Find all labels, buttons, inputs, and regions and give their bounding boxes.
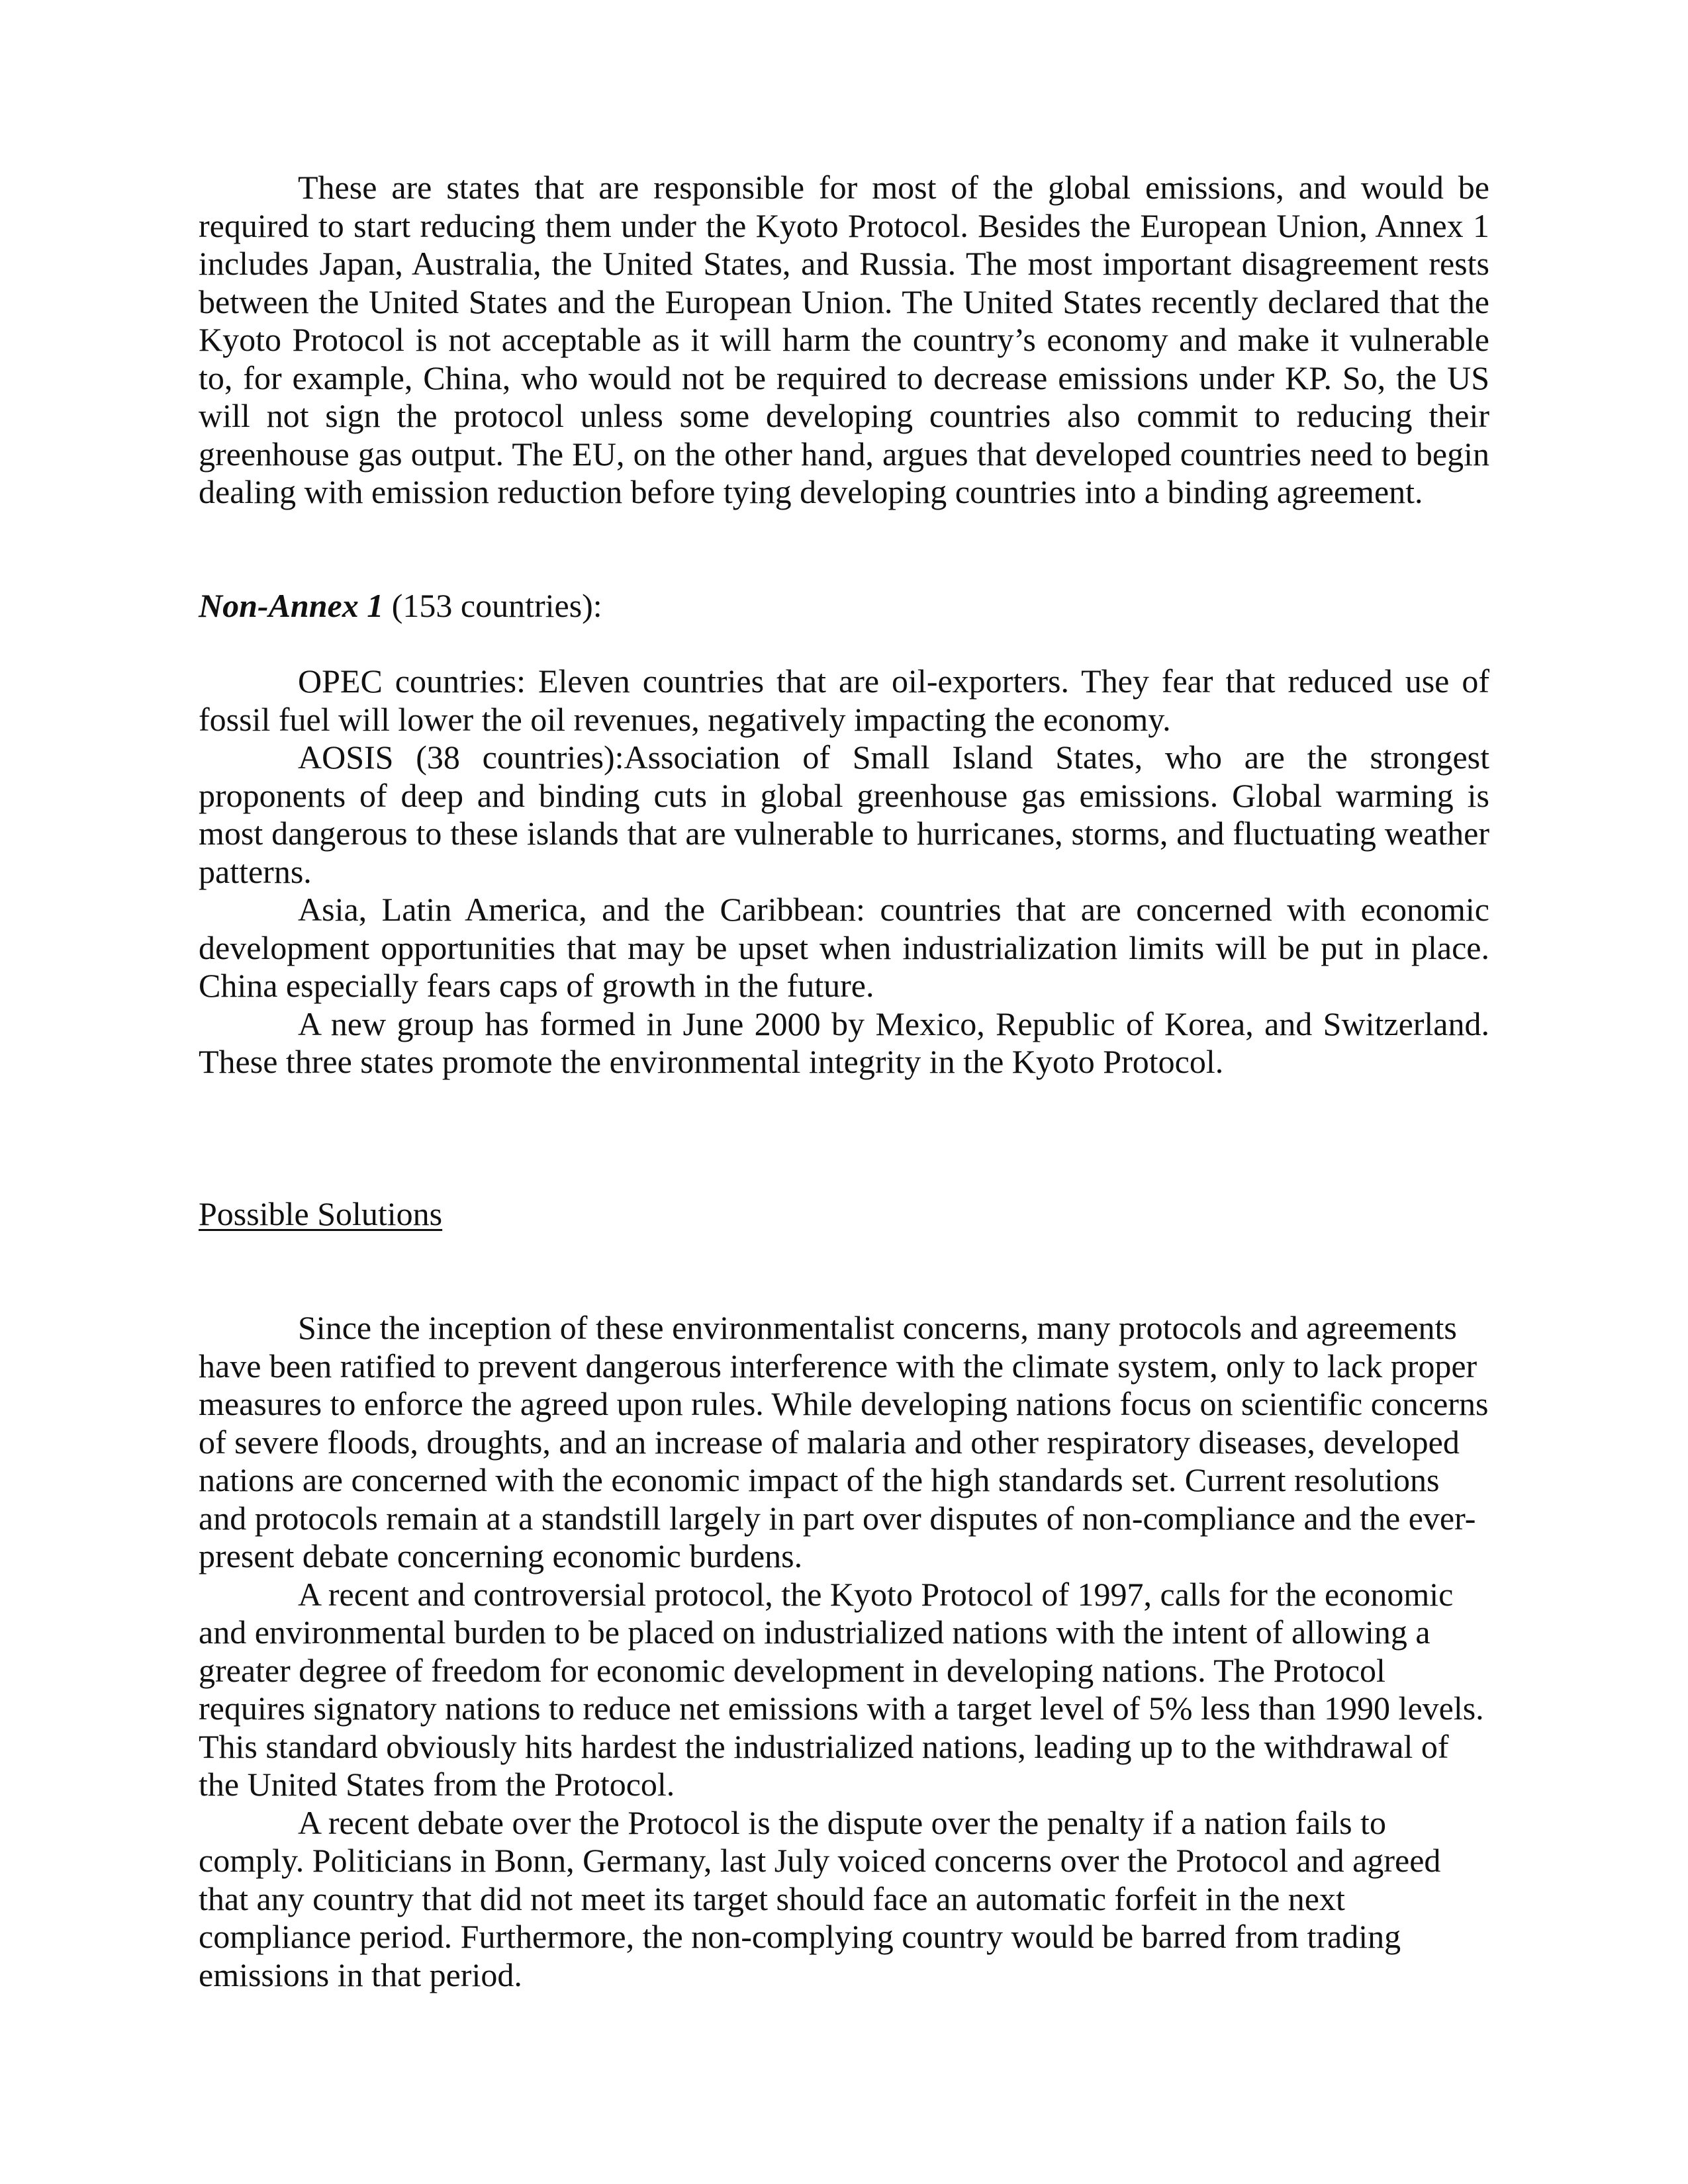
non-annex-heading-rest: (153 countries): [383,586,602,624]
document-page [199,169,1489,1994]
possible-solutions-heading-text: Possible Solutions [199,1195,443,1232]
asia-latin-america-paragraph: Asia, Latin America, and the Caribbean: countries that are concerned with economic development opportunities that may be upset when industrialization limits will be put in place. China especially fears caps of growth in the future. [199,891,1489,1004]
new-group-paragraph: A new group has formed in June 2000 by Mexico, Republic of Korea, and Switzerland. These three states promote the environmental integrity in the Kyoto Protocol. [199,1005,1489,1080]
non-annex-heading [199,587,1489,625]
kyoto-protocol-paragraph: A recent and controversial protocol, the Kyoto Protocol of 1997, calls for the economic and environmental burden to be placed on industrialized nations with the intent of allowing a greater degree of freedom for economic development in developing nations. The Protocol requires signatory nations to reduce net emissions with a target level of 5% less than 1990 levels. This standard obviously hits hardest the industrialized nations, leading up to the withdrawal of the United States from the Protocol. [199,1575,1484,1803]
aosis-paragraph: AOSIS (38 countries):Association of Small Island States, who are the strongest proponents of deep and binding cuts in global greenhouse gas emissions. Global warming is most dangerous to these islands that are vulnerable to hurricanes, storms, and fluctuating weather patterns. [199,739,1489,890]
non-annex-heading-emphasis: Non-Annex 1 [199,586,384,624]
possible-solutions-heading [199,1195,1489,1234]
opec-paragraph: OPEC countries: Eleven countries that are oil-exporters. They fear that reduced use of fossil fuel will lower the oil revenues, negatively impacting the economy. [199,662,1489,738]
penalty-debate-paragraph: A recent debate over the Protocol is the dispute over the penalty if a nation fails to comply. Politicians in Bonn, Germany, last July voiced concerns over the Protocol and agreed that any country that did not meet its target should face an automatic forfeit in the next compliance period. Furthermore, the non-complying country would be barred from trading emissions in that period. [199,1803,1441,1993]
intro-paragraph: These are states that are responsible for most of the global emissions, and would be required to start reducing them under the Kyoto Protocol. Besides the European Union, Annex 1 includes Japan, Australia, the United States, and Russia. The most important disagreement rests between the United States and the European Union. The United States recently declared that the Kyoto Protocol is not acceptable as it will harm the country’s economy and make it vulnerable to, for example, China, who would not be required to decrease emissions under KP. So, the US will not sign the protocol unless some developing countries also commit to reducing their greenhouse gas output. The EU, on the other hand, argues that developed countries need to begin dealing with emission reduction before tying developing countries into a binding agreement. [199,169,1489,510]
inception-paragraph: Since the inception of these environmentalist concerns, many protocols and agreements have been ratified to prevent dangerous interference with the climate system, only to lack proper measures to enforce the agreed upon rules. While developing nations focus on scientific concerns of severe floods, droughts, and an increase of malaria and other respiratory diseases, developed nations are concerned with the economic impact of the high standards set. Current resolutions and protocols remain at a standstill largely in part over disputes of non-compliance and the ever-present debate concerning economic burdens. [199,1309,1489,1574]
